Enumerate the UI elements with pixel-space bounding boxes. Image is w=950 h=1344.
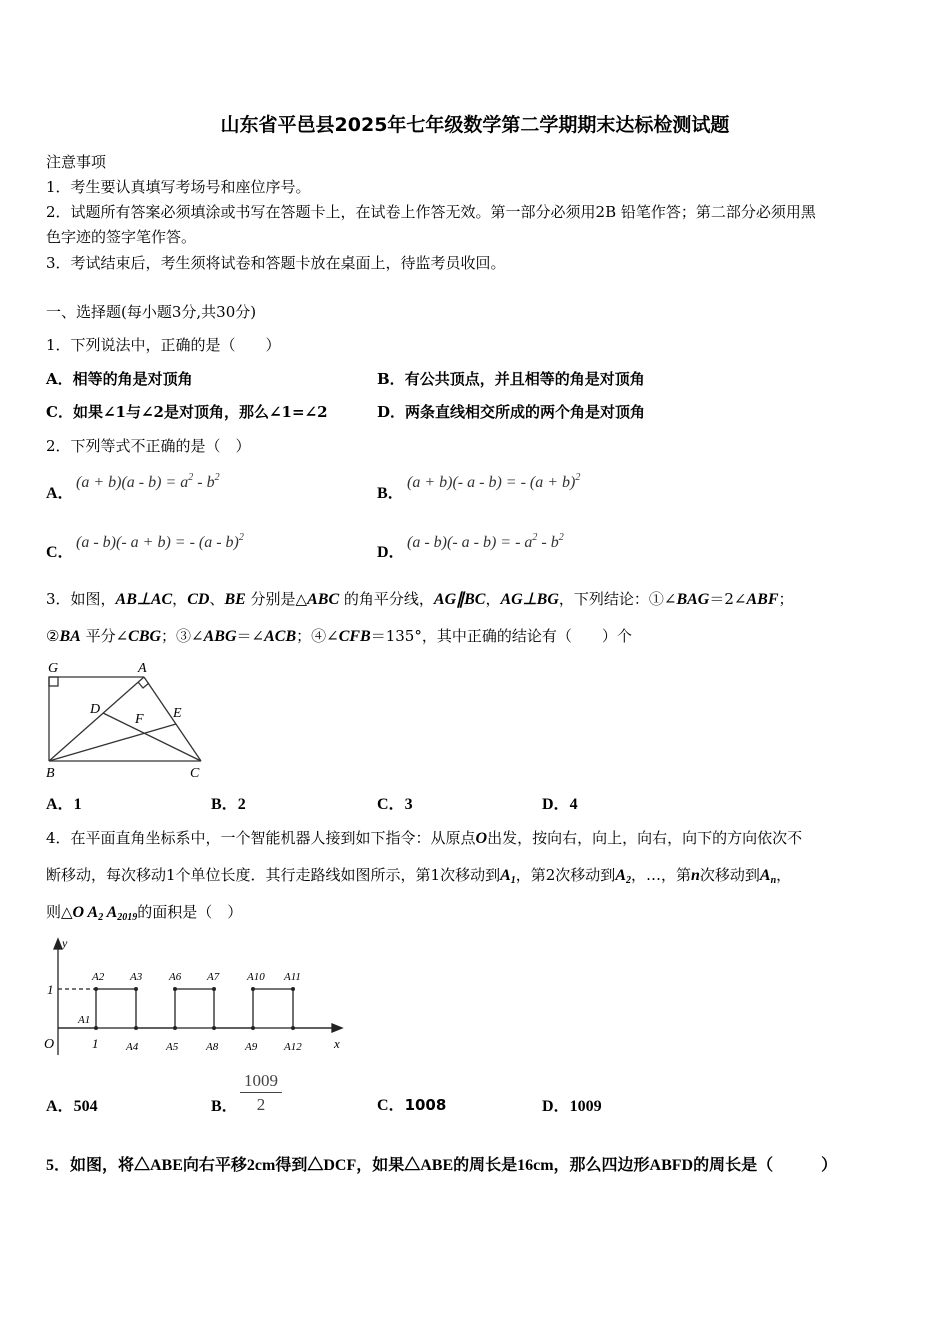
q3-stem-line1: 3．如图，AB⊥AC，CD、BE 分别是△ABC 的角平分线，AG∥BC，AG⊥BG，下列结论：①∠BAG＝2∠ABF； [46,590,794,608]
label-point-a4: A4 [126,1041,139,1053]
point-A10 [251,987,255,991]
label-point-a10: A10 [247,971,265,983]
label-point-a12: A12 [284,1041,302,1053]
q3-stem-line2: ②BA 平分∠CBG；③∠ABG＝∠ACB；④∠CFB＝135°，其中正确的结论有（ ）个 [46,627,632,645]
point-A9 [251,1026,255,1030]
point-A7 [212,987,216,991]
segment-AB [49,677,144,761]
point-A11 [291,987,295,991]
label-point-a8: A8 [206,1041,219,1053]
q3-option-a: A．1 [46,796,82,813]
label-A: A [138,661,147,676]
q2-option-d-label: D． [377,544,405,561]
robot-path [58,989,332,1028]
notice-item-2b: 色字迹的签字笔作答。 [46,228,197,246]
label-point-a7: A7 [207,971,220,983]
segment-CD [103,713,201,761]
label-y-one: 1 [47,982,54,997]
point-A12 [291,1026,295,1030]
q4-stem-line3: 则△O $A_2$ $A_{2019}$的面积是（ ） [46,903,243,923]
point-A3 [134,987,138,991]
q1-option-d: D．两条直线相交所成的两个角是对顶角 [377,403,646,421]
label-point-a3: A3 [130,971,143,983]
notice-item-1: 1．考生要认真填写考场号和座位序号。 [46,178,311,196]
q3-option-c: C．3 [377,796,413,813]
label-point-a1: A1 [78,1014,91,1026]
q4-stem-line2: 断移动，每次移动1个单位长度．其行走路线如图所示，第1次移动到$A_1$，第2次移动到$A_2$，…，第n次移动到$A_n$， [46,866,792,886]
point-A6 [173,987,177,991]
point-A8 [212,1026,216,1030]
q2-stem: 2．下列等式不正确的是（ ） [46,437,251,455]
q2-option-c-label: C． [46,544,74,561]
y-axis-arrow [54,939,62,949]
notice-item-3: 3．考试结束后，考生须将试卷和答题卡放在桌面上，待监考员收回。 [46,254,506,272]
x-axis-arrow [332,1024,342,1032]
fraction-numerator: 1009 [240,1070,282,1093]
label-point-a9: A9 [245,1041,258,1053]
q3-figure [40,655,220,785]
q2-option-a-expr: $(a + b)(a - b) = a^2 - b^2$ [76,472,220,491]
q4-stem-line1: 4．在平面直角坐标系中，一个智能机器人接到如下指令：从原点O出发，按向右，向上，向右，向下的方向依次不 [46,829,803,847]
q1-option-a: A．相等的角是对顶角 [46,370,193,388]
notice-heading: 注意事项 [46,153,107,171]
segment-BE [49,724,176,761]
q3-option-d: D．4 [542,796,578,813]
q4-option-b-fraction [240,1070,282,1117]
label-x-one: 1 [92,1036,99,1051]
q3-option-b: B．2 [211,796,246,813]
q2-option-c-expr: (a - b)(- a + b) = - (a - b)$^2$ [76,532,244,551]
label-x: x [334,1036,340,1051]
q4-option-d: D．1009 [542,1098,602,1115]
q4-option-b-label: B． [211,1098,238,1115]
label-point-a2: A2 [92,971,105,983]
q4-option-c: C．1008 [377,1096,447,1114]
section-heading: 一、选择题(每小题3分,共30分) [46,303,257,321]
label-D: D [90,702,101,717]
point-A2 [94,987,98,991]
fraction-denominator: 2 [256,1095,266,1114]
q2-option-a-label: A． [46,485,74,502]
point-A4 [134,1026,138,1030]
point-A5 [173,1026,177,1030]
label-G: G [48,661,59,676]
q1-option-c: C．如果∠1与∠2是对顶角，那么∠1=∠2 [46,403,328,421]
page-title: 山东省平邑县2025年七年级数学第二学期期末达标检测试题 [220,114,730,136]
q5-stem: 5．如图，将△ABE向右平移2cm得到△DCF，如果△ABE的周长是16cm，那么四边形ABFD的周长是（ ） [46,1157,838,1174]
label-point-a5: A5 [166,1041,179,1053]
label-F: F [135,712,144,727]
q2-option-b-label: B． [377,485,404,502]
label-C: C [190,766,200,781]
q4-option-a: A．504 [46,1098,98,1115]
q4-figure [40,935,350,1060]
label-O: O [44,1037,55,1052]
label-point-a11: A11 [284,971,301,983]
right-angle-G [49,677,58,686]
q2-option-b-expr: (a + b)(- a - b) = - $(a + b)^2$ [407,472,581,491]
point-A1 [94,1026,98,1030]
label-y: y [62,936,68,950]
q1-option-b: B．有公共顶点，并且相等的角是对顶角 [377,370,645,388]
q2-option-d-expr: (a - b)(- a - b) = - $a^2 - b^2$ [407,532,564,551]
label-E: E [173,706,182,721]
q1-stem: 1．下列说法中，正确的是（ ） [46,336,281,354]
label-B: B [46,766,55,781]
notice-item-2a: 2．试题所有答案必须填涂或书写在答题卡上，在试卷上作答无效。第一部分必须用2B 铅笔作答；第二部分必须用黑 [46,203,816,221]
label-point-a6: A6 [169,971,182,983]
